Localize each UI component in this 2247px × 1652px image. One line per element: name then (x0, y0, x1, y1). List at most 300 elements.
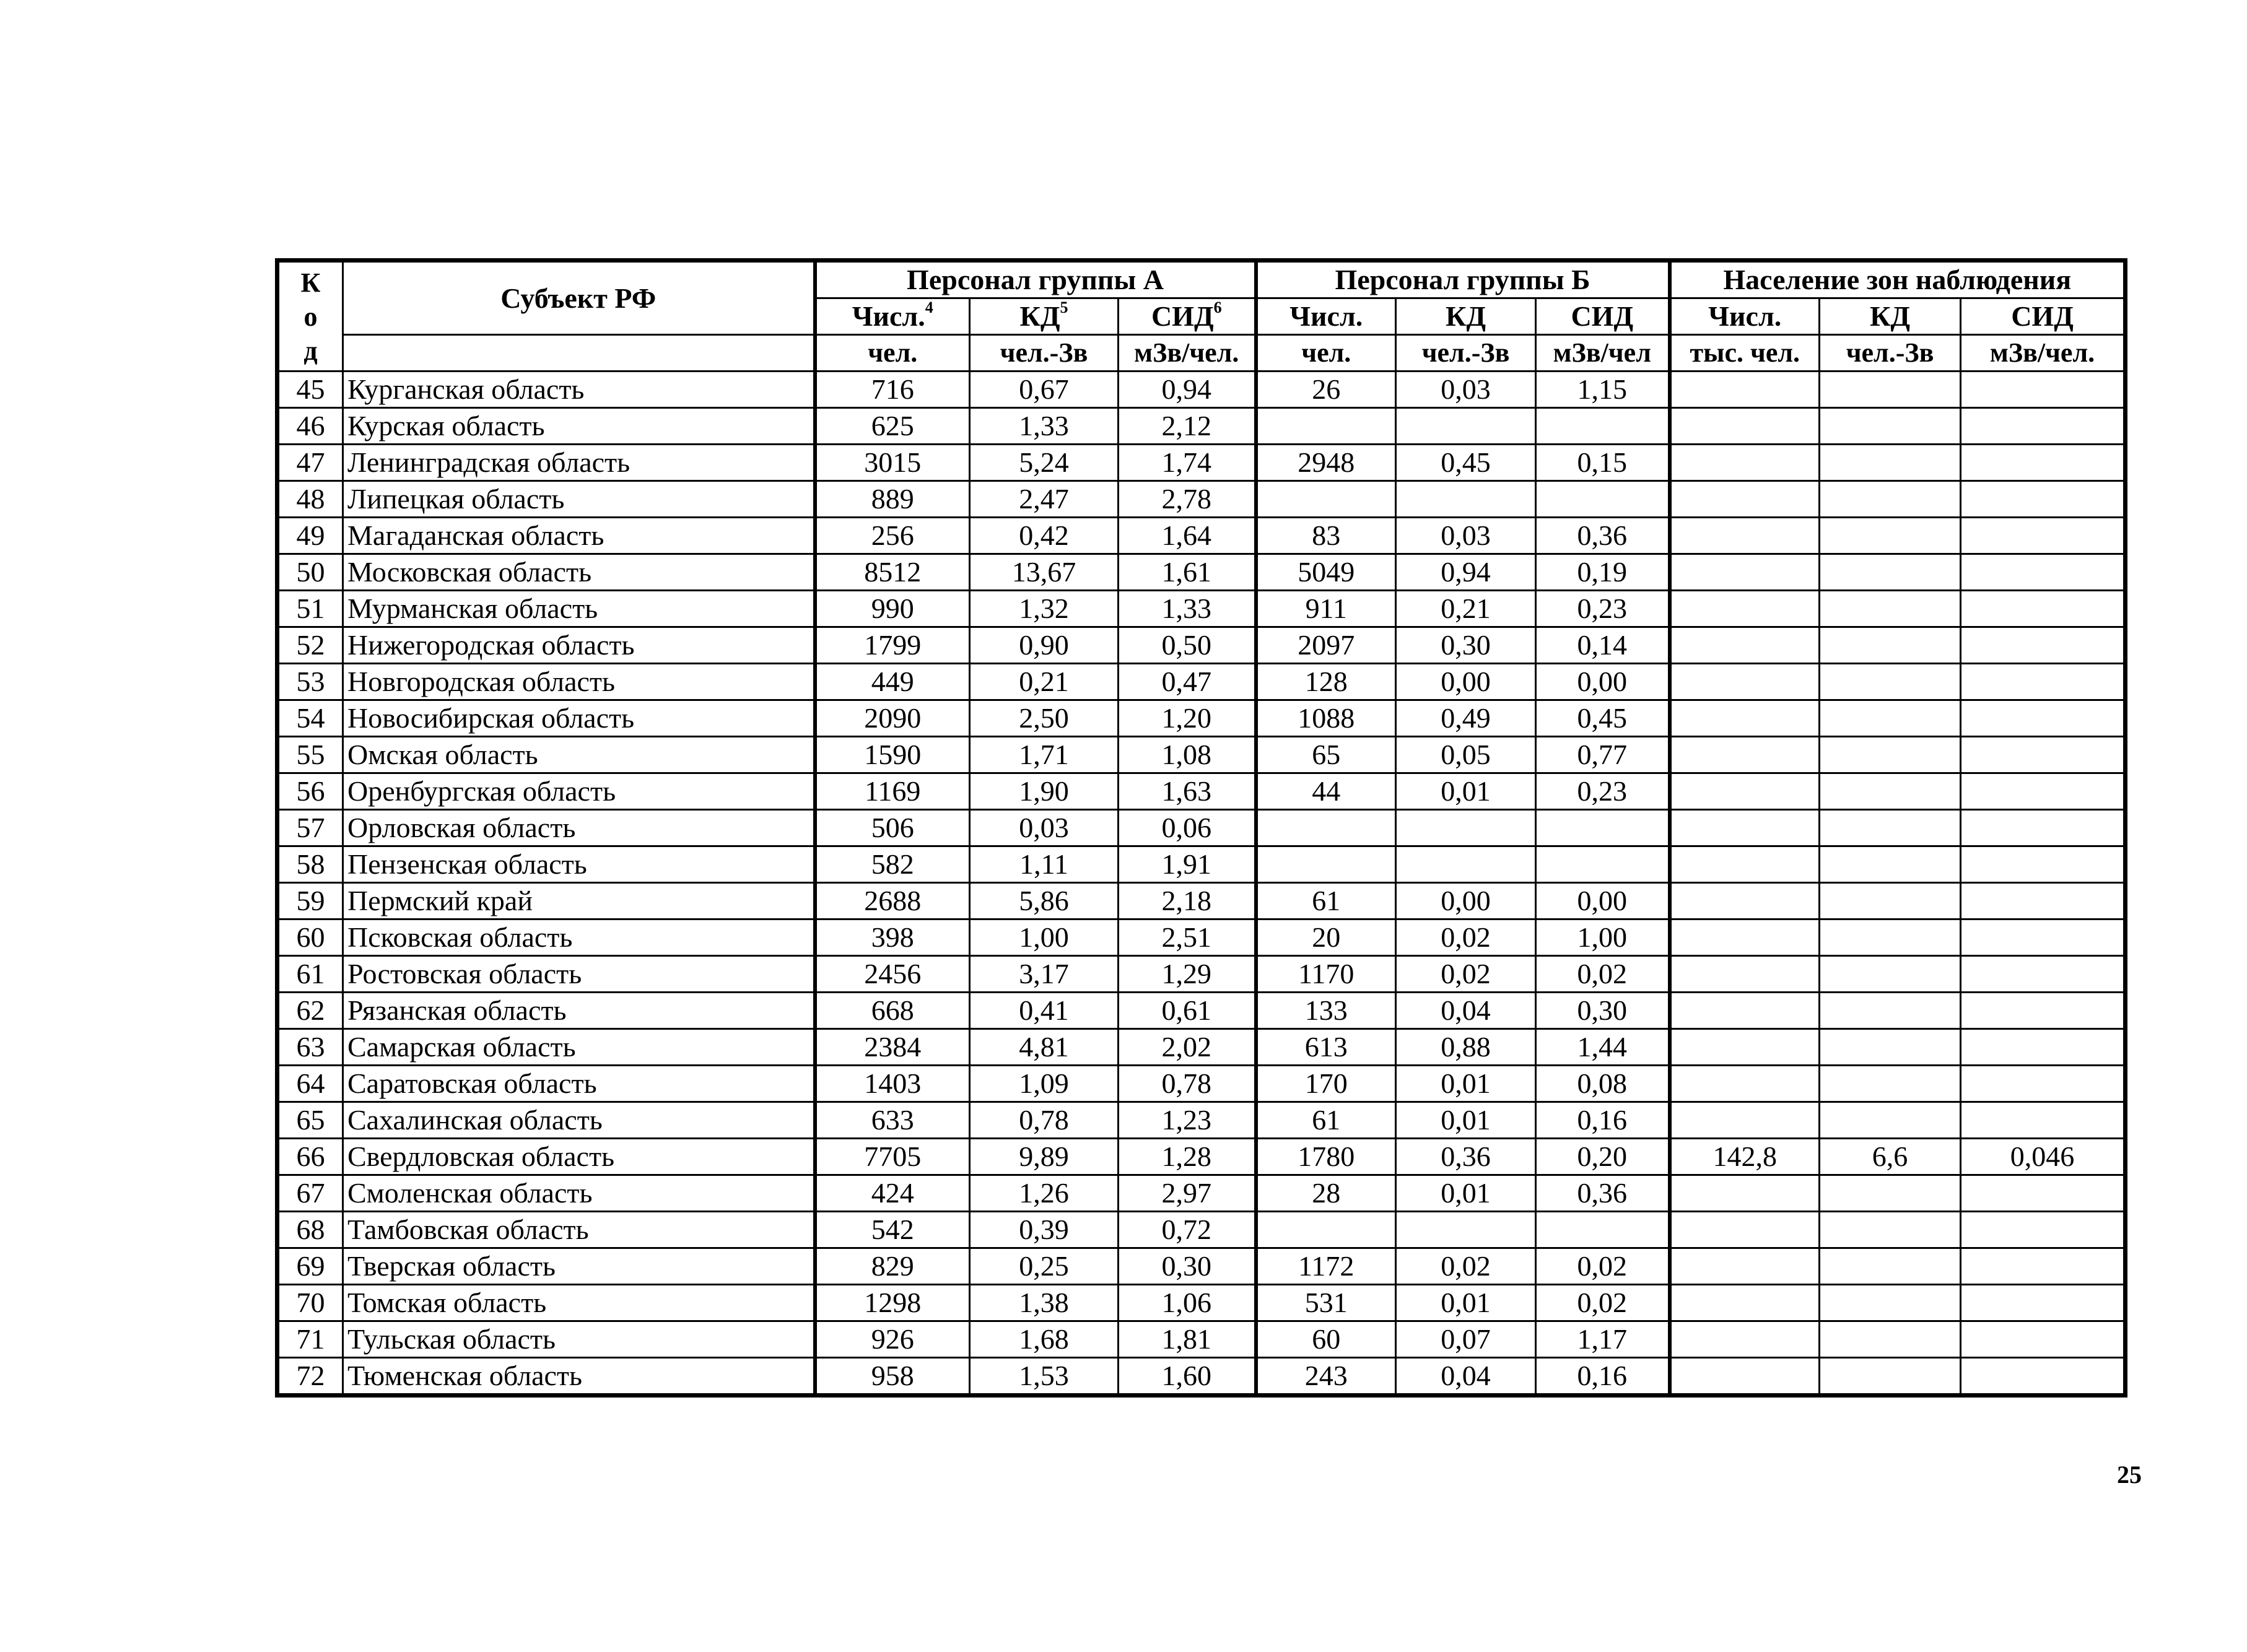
value-cell (1670, 737, 1820, 773)
value-cell: 0,42 (970, 518, 1119, 554)
value-cell: 2,18 (1119, 883, 1256, 919)
value-cell: 0,01 (1396, 1285, 1536, 1321)
value-cell: 0,50 (1119, 627, 1256, 664)
value-cell: 1,09 (970, 1066, 1119, 1102)
value-cell (1396, 481, 1536, 518)
value-cell: 0,25 (970, 1248, 1119, 1285)
value-cell (1961, 737, 2126, 773)
value-cell (1961, 1212, 2126, 1248)
value-cell: 2688 (815, 883, 970, 919)
value-cell: 0,67 (970, 372, 1119, 408)
region-name-cell: Ростовская область (343, 956, 815, 993)
value-cell: 1,28 (1119, 1139, 1256, 1175)
region-code-cell: 64 (277, 1066, 343, 1102)
value-cell (1820, 737, 1961, 773)
table-row (277, 1285, 2126, 1321)
header-row-units (277, 335, 2126, 372)
table-row (277, 518, 2126, 554)
table-row (277, 554, 2126, 591)
value-cell: 6,6 (1820, 1139, 1961, 1175)
value-cell: 0,00 (1396, 883, 1536, 919)
region-code-cell: 49 (277, 518, 343, 554)
value-cell (1961, 810, 2126, 846)
value-cell: 3,17 (970, 956, 1119, 993)
subject-units-cell (343, 335, 815, 372)
value-cell: 1172 (1256, 1248, 1396, 1285)
unit-header: чел.-Зв (1820, 335, 1961, 372)
region-code-cell: 57 (277, 810, 343, 846)
value-cell: 0,88 (1396, 1029, 1536, 1066)
value-cell: 0,45 (1536, 700, 1670, 737)
value-cell: 1,64 (1119, 518, 1256, 554)
value-cell: 1,44 (1536, 1029, 1670, 1066)
value-cell: 1,60 (1119, 1358, 1256, 1396)
value-cell (1961, 481, 2126, 518)
value-cell: 0,02 (1396, 956, 1536, 993)
value-cell (1670, 1066, 1820, 1102)
value-cell: 958 (815, 1358, 970, 1396)
value-cell: 128 (1256, 664, 1396, 700)
value-cell: 1,71 (970, 737, 1119, 773)
value-cell: 9,89 (970, 1139, 1119, 1175)
value-cell (1670, 1175, 1820, 1212)
region-code-cell: 59 (277, 883, 343, 919)
value-cell: 911 (1256, 591, 1396, 627)
value-cell (1396, 846, 1536, 883)
value-cell: 13,67 (970, 554, 1119, 591)
value-cell: 0,78 (970, 1102, 1119, 1139)
value-cell: 0,21 (1396, 591, 1536, 627)
region-code-cell: 68 (277, 1212, 343, 1248)
value-cell: 133 (1256, 993, 1396, 1029)
table-row (277, 810, 2126, 846)
region-code-cell: 61 (277, 956, 343, 993)
table-row (277, 372, 2126, 408)
value-cell: 142,8 (1670, 1139, 1820, 1175)
value-cell: 1,11 (970, 846, 1119, 883)
value-cell: 0,01 (1396, 1175, 1536, 1212)
table-row (277, 664, 2126, 700)
value-cell (1256, 1212, 1396, 1248)
value-cell: 926 (815, 1321, 970, 1358)
value-cell (1820, 1029, 1961, 1066)
region-code-cell: 55 (277, 737, 343, 773)
value-cell (1820, 956, 1961, 993)
region-code-cell: 47 (277, 445, 343, 481)
value-cell: 61 (1256, 1102, 1396, 1139)
value-cell (1820, 554, 1961, 591)
region-name-cell: Орловская область (343, 810, 815, 846)
region-code-cell: 60 (277, 919, 343, 956)
region-code-cell: 51 (277, 591, 343, 627)
value-cell: 2,02 (1119, 1029, 1256, 1066)
value-cell: 0,41 (970, 993, 1119, 1029)
value-cell: 5,86 (970, 883, 1119, 919)
value-cell: 0,00 (1396, 664, 1536, 700)
value-cell: 2948 (1256, 445, 1396, 481)
value-cell (1670, 883, 1820, 919)
value-cell: 0,39 (970, 1212, 1119, 1248)
table-row (277, 846, 2126, 883)
value-cell: 5049 (1256, 554, 1396, 591)
value-cell (1670, 1321, 1820, 1358)
table-row (277, 591, 2126, 627)
value-cell: 829 (815, 1248, 970, 1285)
value-cell: 0,00 (1536, 883, 1670, 919)
value-cell: 0,16 (1536, 1358, 1670, 1396)
table-row (277, 1321, 2126, 1358)
value-cell: 28 (1256, 1175, 1396, 1212)
table-row (277, 1139, 2126, 1175)
value-cell (1670, 1029, 1820, 1066)
value-cell: 1,74 (1119, 445, 1256, 481)
value-cell: 0,14 (1536, 627, 1670, 664)
value-cell: 2097 (1256, 627, 1396, 664)
value-cell (1536, 810, 1670, 846)
region-name-cell: Самарская область (343, 1029, 815, 1066)
region-name-cell: Московская область (343, 554, 815, 591)
population-header: Население зон наблюдения (1670, 261, 2126, 298)
value-cell (1820, 993, 1961, 1029)
value-cell: 1,61 (1119, 554, 1256, 591)
value-cell: 0,36 (1536, 1175, 1670, 1212)
value-cell: 0,01 (1396, 1066, 1536, 1102)
region-code-cell: 62 (277, 993, 343, 1029)
value-cell: 990 (815, 591, 970, 627)
value-cell: 889 (815, 481, 970, 518)
value-cell (1961, 408, 2126, 445)
value-cell: 1,17 (1536, 1321, 1670, 1358)
value-cell: 1,06 (1119, 1285, 1256, 1321)
table-row (277, 700, 2126, 737)
value-cell: 0,16 (1536, 1102, 1670, 1139)
region-name-cell: Нижегородская область (343, 627, 815, 664)
region-code-cell: 50 (277, 554, 343, 591)
unit-header: мЗв/чел (1536, 335, 1670, 372)
subcol-header: $КД^5$ (970, 298, 1119, 335)
value-cell: 0,20 (1536, 1139, 1670, 1175)
value-cell: 0,77 (1536, 737, 1670, 773)
value-cell (1670, 372, 1820, 408)
table-row (277, 1066, 2126, 1102)
value-cell (1536, 481, 1670, 518)
value-cell (1961, 1029, 2126, 1066)
value-cell (1670, 408, 1820, 445)
region-name-cell: Свердловская область (343, 1139, 815, 1175)
value-cell (1820, 773, 1961, 810)
value-cell (1670, 627, 1820, 664)
code-header-letter: К (300, 267, 321, 298)
value-cell: 0,94 (1396, 554, 1536, 591)
region-name-cell: Магаданская область (343, 518, 815, 554)
value-cell (1961, 1358, 2126, 1396)
value-cell (1961, 919, 2126, 956)
value-cell: 0,30 (1396, 627, 1536, 664)
value-cell (1670, 1102, 1820, 1139)
value-cell: 0,04 (1396, 993, 1536, 1029)
table-row (277, 993, 2126, 1029)
region-code-cell: 45 (277, 372, 343, 408)
value-cell (1961, 1066, 2126, 1102)
value-cell (1961, 445, 2126, 481)
table-row (277, 956, 2126, 993)
value-cell: 531 (1256, 1285, 1396, 1321)
value-cell: 542 (815, 1212, 970, 1248)
region-name-cell: Новгородская область (343, 664, 815, 700)
table-row (277, 773, 2126, 810)
region-name-cell: Пермский край (343, 883, 815, 919)
value-cell: 0,61 (1119, 993, 1256, 1029)
value-cell: 582 (815, 846, 970, 883)
value-cell: 2090 (815, 700, 970, 737)
value-cell (1961, 1285, 2126, 1321)
table-row (277, 1175, 2126, 1212)
region-code-cell: 63 (277, 1029, 343, 1066)
value-cell (1536, 408, 1670, 445)
value-cell: 1,00 (1536, 919, 1670, 956)
unit-header: чел.-Зв (970, 335, 1119, 372)
value-cell: 0,02 (1536, 1248, 1670, 1285)
value-cell: 0,03 (970, 810, 1119, 846)
value-cell (1961, 700, 2126, 737)
value-cell (1961, 1102, 2126, 1139)
value-cell: 0,02 (1396, 919, 1536, 956)
value-cell: 0,72 (1119, 1212, 1256, 1248)
value-cell: 1780 (1256, 1139, 1396, 1175)
group-b-header: Персонал группы Б (1256, 261, 1670, 298)
value-cell (1961, 1321, 2126, 1358)
table-row (277, 1248, 2126, 1285)
value-cell (1256, 408, 1396, 445)
table-row (277, 1212, 2126, 1248)
unit-header: мЗв/чел. (1119, 335, 1256, 372)
value-cell: 424 (815, 1175, 970, 1212)
region-name-cell: Курганская область (343, 372, 815, 408)
value-cell: 0,23 (1536, 591, 1670, 627)
value-cell (1820, 1175, 1961, 1212)
value-cell: 2,50 (970, 700, 1119, 737)
value-cell (1820, 919, 1961, 956)
value-cell: 1169 (815, 773, 970, 810)
region-name-cell: Тюменская область (343, 1358, 815, 1396)
table-row (277, 737, 2126, 773)
unit-header: чел. (1256, 335, 1396, 372)
unit-header: тыс. чел. (1670, 335, 1820, 372)
value-cell: 5,24 (970, 445, 1119, 481)
value-cell: 1,20 (1119, 700, 1256, 737)
value-cell (1820, 627, 1961, 664)
value-cell: 0,45 (1396, 445, 1536, 481)
subcol-header: СИД (1536, 298, 1670, 335)
value-cell (1961, 993, 2126, 1029)
value-cell: 1,00 (970, 919, 1119, 956)
value-cell (1670, 773, 1820, 810)
value-cell: 0,07 (1396, 1321, 1536, 1358)
value-cell: 1,29 (1119, 956, 1256, 993)
value-cell (1820, 518, 1961, 554)
region-code-cell: 58 (277, 846, 343, 883)
value-cell (1820, 810, 1961, 846)
region-code-cell: 72 (277, 1358, 343, 1396)
value-cell (1670, 700, 1820, 737)
region-code-cell: 53 (277, 664, 343, 700)
value-cell (1820, 408, 1961, 445)
value-cell: 1,26 (970, 1175, 1119, 1212)
region-name-cell: Псковская область (343, 919, 815, 956)
value-cell: 243 (1256, 1358, 1396, 1396)
value-cell (1961, 773, 2126, 810)
value-cell: 1,90 (970, 773, 1119, 810)
value-cell: 1,23 (1119, 1102, 1256, 1139)
table-row (277, 1102, 2126, 1139)
region-name-cell: Смоленская область (343, 1175, 815, 1212)
value-cell (1396, 1212, 1536, 1248)
value-cell: 170 (1256, 1066, 1396, 1102)
value-cell: 2,12 (1119, 408, 1256, 445)
value-cell: 0,36 (1536, 518, 1670, 554)
value-cell: 613 (1256, 1029, 1396, 1066)
value-cell (1670, 810, 1820, 846)
region-code-cell: 67 (277, 1175, 343, 1212)
value-cell: 716 (815, 372, 970, 408)
region-name-cell: Тульская область (343, 1321, 815, 1358)
region-name-cell: Саратовская область (343, 1066, 815, 1102)
value-cell (1961, 664, 2126, 700)
value-cell: 2456 (815, 956, 970, 993)
value-cell: 0,90 (970, 627, 1119, 664)
value-cell (1536, 846, 1670, 883)
value-cell: 0,30 (1536, 993, 1670, 1029)
value-cell: 1170 (1256, 956, 1396, 993)
region-code-cell: 65 (277, 1102, 343, 1139)
value-cell (1961, 372, 2126, 408)
value-cell: 1,33 (970, 408, 1119, 445)
code-column-header (277, 261, 343, 372)
unit-header: чел. (815, 335, 970, 372)
table-row (277, 919, 2126, 956)
region-name-cell: Липецкая область (343, 481, 815, 518)
region-code-cell: 69 (277, 1248, 343, 1285)
value-cell: 256 (815, 518, 970, 554)
region-code-cell: 46 (277, 408, 343, 445)
value-cell (1961, 1175, 2126, 1212)
unit-header: чел.-Зв (1396, 335, 1536, 372)
value-cell: 1799 (815, 627, 970, 664)
value-cell: 0,05 (1396, 737, 1536, 773)
value-cell: 1,15 (1536, 372, 1670, 408)
value-cell: 506 (815, 810, 970, 846)
value-cell (1820, 1248, 1961, 1285)
value-cell (1820, 481, 1961, 518)
subcol-header: КД (1820, 298, 1961, 335)
region-name-cell: Пензенская область (343, 846, 815, 883)
value-cell (1670, 664, 1820, 700)
value-cell: 625 (815, 408, 970, 445)
region-code-cell: 56 (277, 773, 343, 810)
value-cell (1670, 956, 1820, 993)
region-name-cell: Тверская область (343, 1248, 815, 1285)
value-cell: 0,49 (1396, 700, 1536, 737)
region-name-cell: Мурманская область (343, 591, 815, 627)
value-cell: 1,38 (970, 1285, 1119, 1321)
value-cell: 2,97 (1119, 1175, 1256, 1212)
table-row (277, 627, 2126, 664)
value-cell (1961, 846, 2126, 883)
value-cell (1670, 919, 1820, 956)
value-cell (1670, 591, 1820, 627)
subcol-header: Числ. (1256, 298, 1396, 335)
value-cell: 0,15 (1536, 445, 1670, 481)
value-cell (1961, 1248, 2126, 1285)
value-cell: 0,06 (1119, 810, 1256, 846)
value-cell: 0,30 (1119, 1248, 1256, 1285)
table-row (277, 445, 2126, 481)
value-cell (1820, 1066, 1961, 1102)
value-cell (1670, 1285, 1820, 1321)
value-cell: 0,02 (1536, 1285, 1670, 1321)
table-header (277, 261, 2126, 372)
value-cell: 7705 (815, 1139, 970, 1175)
value-cell (1820, 1212, 1961, 1248)
data-table (275, 258, 2127, 1398)
region-code-cell: 54 (277, 700, 343, 737)
value-cell: 0,00 (1536, 664, 1670, 700)
value-cell (1670, 993, 1820, 1029)
value-cell: 1,68 (970, 1321, 1119, 1358)
value-cell (1820, 1285, 1961, 1321)
value-cell: 0,47 (1119, 664, 1256, 700)
value-cell (1670, 481, 1820, 518)
value-cell: 0,19 (1536, 554, 1670, 591)
value-cell (1396, 408, 1536, 445)
value-cell (1961, 883, 2126, 919)
value-cell (1820, 700, 1961, 737)
value-cell: 0,94 (1119, 372, 1256, 408)
region-name-cell: Курская область (343, 408, 815, 445)
value-cell (1820, 1102, 1961, 1139)
table-row (277, 1029, 2126, 1066)
region-name-cell: Оренбургская область (343, 773, 815, 810)
value-cell: 1590 (815, 737, 970, 773)
header-row-groups (277, 261, 2126, 298)
value-cell (1961, 518, 2126, 554)
value-cell (1670, 554, 1820, 591)
value-cell: 1,91 (1119, 846, 1256, 883)
value-cell: 0,36 (1396, 1139, 1536, 1175)
value-cell: 633 (815, 1102, 970, 1139)
region-code-cell: 71 (277, 1321, 343, 1358)
value-cell (1670, 1212, 1820, 1248)
region-name-cell: Ленинградская область (343, 445, 815, 481)
value-cell: 2,47 (970, 481, 1119, 518)
region-name-cell: Омская область (343, 737, 815, 773)
value-cell (1670, 1358, 1820, 1396)
page-number: 25 (2117, 1461, 2142, 1489)
value-cell: 65 (1256, 737, 1396, 773)
value-cell: 61 (1256, 883, 1396, 919)
value-cell (1670, 1248, 1820, 1285)
subcol-header: СИД$^6$ (1119, 298, 1256, 335)
value-cell: 8512 (815, 554, 970, 591)
value-cell (1820, 846, 1961, 883)
value-cell: 1403 (815, 1066, 970, 1102)
subject-column-header: Субъект РФ (343, 261, 815, 335)
value-cell (1670, 445, 1820, 481)
value-cell (1256, 481, 1396, 518)
table-row (277, 408, 2126, 445)
region-name-cell: Рязанская область (343, 993, 815, 1029)
table-body (277, 372, 2126, 1396)
